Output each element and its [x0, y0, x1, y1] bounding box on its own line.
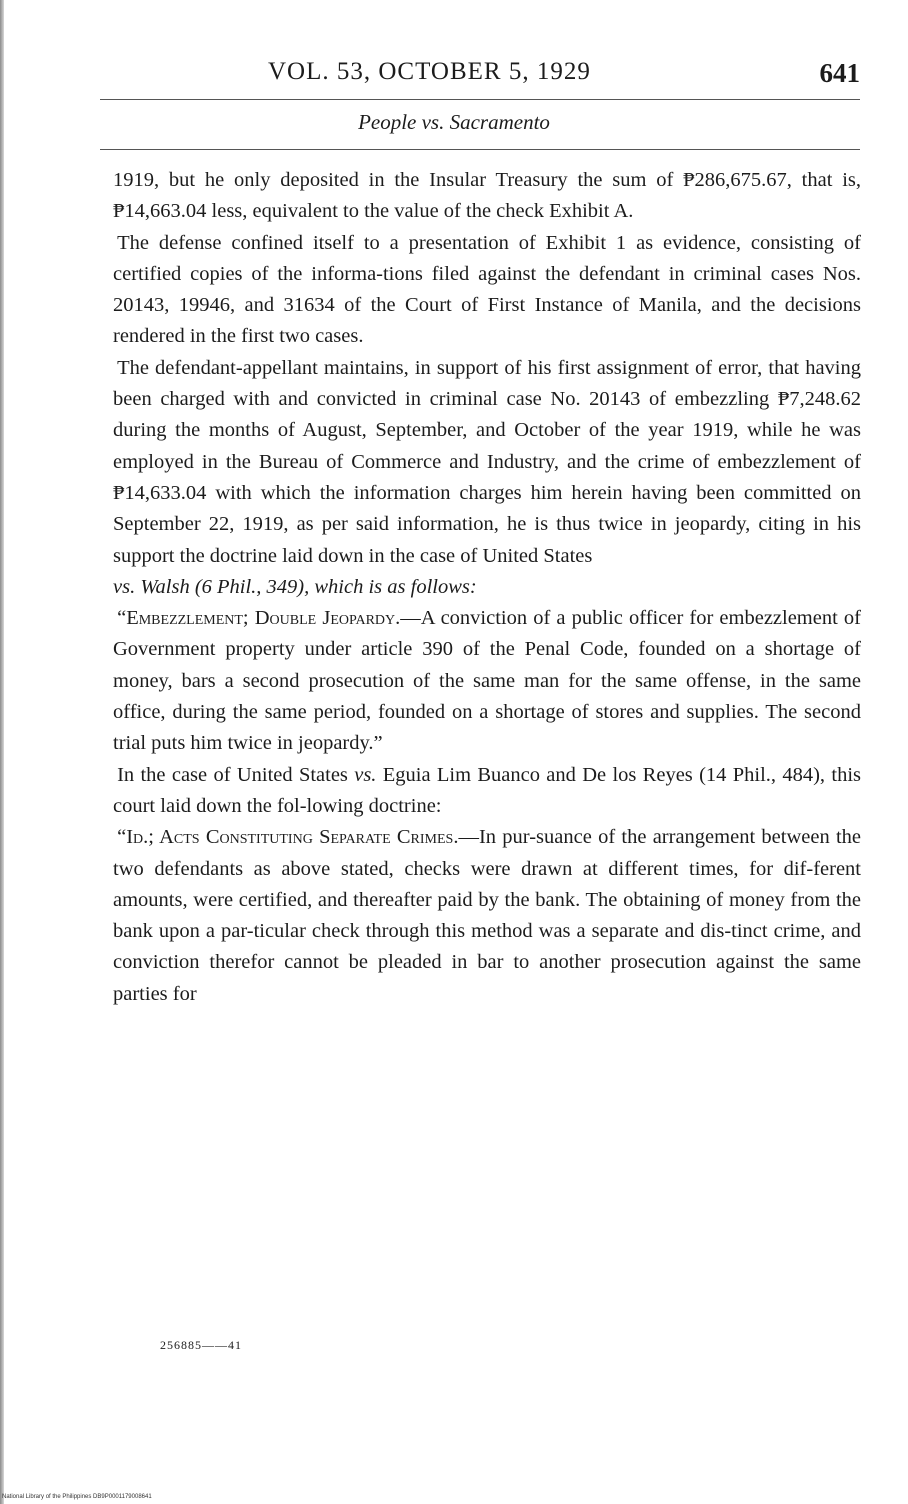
paragraph-4: [113, 572, 861, 603]
scan-left-edge: [0, 0, 4, 1504]
body-text: [113, 165, 861, 1010]
header-rule-bottom: [100, 149, 860, 150]
scan-credit: National Library of the Philippines DB9P0001179008641: [2, 1494, 152, 1500]
case-title: People vs. Sacramento: [358, 110, 550, 134]
paragraph-1: 1919, but he only deposited in the Insular Treasury the sum of ₱286,675.67, that is, ₱14,663.04 less, equivalent to the value of the check Exhibit A.: [113, 169, 861, 223]
paragraph-4-text: vs. Walsh (6 Phil., 349), which is as follows:: [113, 575, 477, 598]
paragraph-2: The defense confined itself to a presentation of Exhibit 1 as evidence, consisting of certified copies of the informa-tions filed against the defendant in criminal cases Nos. 20143, 19946, and 31634 of the Court of First Instance of Manila, and the decisions rendered in the first two cases.: [113, 231, 861, 348]
quote-eguia: [113, 822, 861, 1010]
printer-mark: 256885——41: [160, 1338, 242, 1352]
page-number: 641: [819, 58, 860, 88]
page-header: [100, 52, 860, 96]
quote-eguia-caption: Id.; Acts Constituting Separate Crimes.: [126, 826, 459, 849]
paragraph-eguia-lead: In the case of United States: [117, 763, 355, 786]
quote-walsh-open: “: [117, 607, 127, 630]
quote-walsh-text: —A conviction of a public officer for embezzlement of Government property under article 390 of the Penal Code, founded on a shortage of money, bars a second prosecution of the same man for the same offense, in the same office, during the same period, founded on a shortage of stores and supplies. The second trial puts him twice in jeopardy.”: [113, 607, 862, 755]
paragraph-eguia: [113, 760, 861, 823]
quote-eguia-text: —In pur-suance of the arrangement between the two defendants as above stated, checks were drawn at different times, for dif-ferent amounts, were certified, and thereafter paid by the bank. The obtaining of money from the bank upon a par-ticular check through this method was a separate and dis-tinct crime, and conviction therefor cannot be pleaded in bar to another prosecution against the same parties for: [113, 826, 861, 1005]
paragraph-eguia-rest: Eguia Lim Buanco and De los Reyes (14 Phil., 484), this court laid down the fol-lowing doctrine:: [113, 763, 861, 817]
quote-eguia-open: “: [117, 826, 127, 849]
running-head: VOL. 53, OCTOBER 5, 1929: [268, 58, 591, 85]
quote-walsh: [113, 603, 861, 759]
quote-walsh-caption: Embezzlement; Double Jeopardy.: [126, 607, 401, 630]
paragraph-3: The defendant-appellant maintains, in support of his first assignment of error, that having been charged with and convicted in criminal case No. 20143 of embezzling ₱7,248.62 during the months of August, September, and October of the year 1919, while he was employed in the Bureau of Commerce and Industry, and the crime of embezzlement of ₱14,633.04 with which the information charges him herein having been committed on September 22, 1919, as per said information, he is thus twice in jeopardy, citing in his support the doctrine laid down in the case of United States: [113, 356, 861, 567]
header-rule-top: [100, 99, 860, 100]
paragraph-eguia-vs: vs.: [354, 763, 377, 786]
